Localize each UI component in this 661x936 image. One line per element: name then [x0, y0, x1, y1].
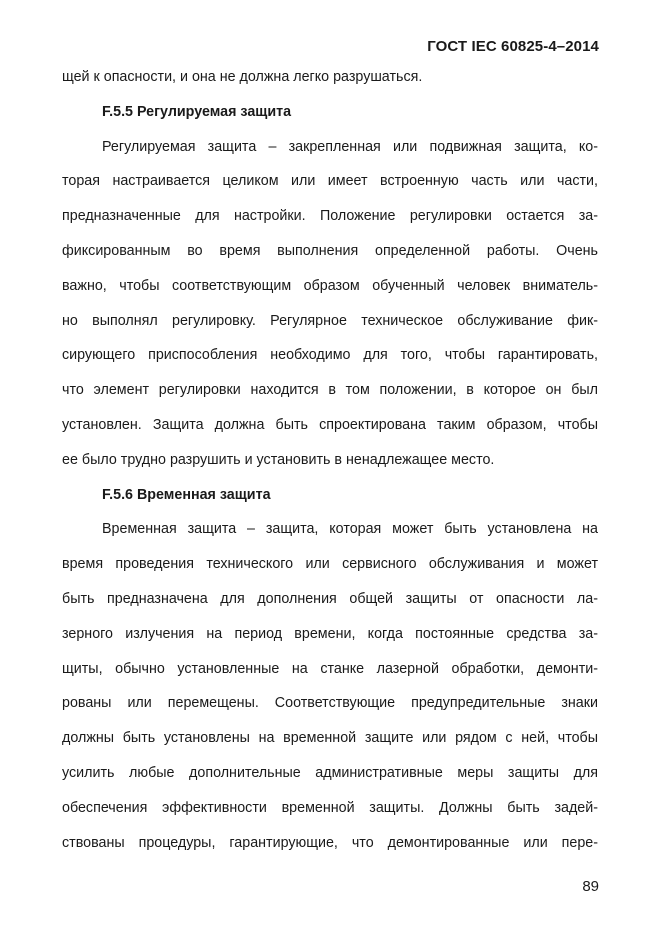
document-header: ГОСТ IEC 60825-4–2014: [427, 38, 599, 55]
section-f55-paragraph: [62, 130, 598, 478]
paragraph-line: усилить любые дополнительные административные меры защиты для: [62, 764, 598, 781]
paragraph-line: установлен. Защита должна быть спроектирована таким образом, чтобы: [62, 416, 598, 433]
paragraph-line: но выполнял регулировку. Регулярное техническое обслуживание фик-: [62, 312, 598, 329]
document-body: [62, 60, 598, 860]
paragraph-line: рованы или перемещены. Соответствующие предупредительные знаки: [62, 695, 598, 712]
section-heading-f56: F.5.6 Временная защита: [102, 486, 271, 503]
paragraph-line: ее было трудно разрушить и установить в ненадлежащее место.: [62, 451, 495, 468]
paragraph-line: время проведения технического или сервисного обслуживания и может: [62, 556, 598, 573]
paragraph-line: ствованы процедуры, гарантирующие, что демонтированные или пере-: [62, 834, 598, 851]
paragraph-line: фиксированным во время выполнения определенной работы. Очень: [62, 242, 598, 259]
paragraph-line: быть предназначена для дополнения общей защиты от опасности ла-: [62, 590, 598, 607]
paragraph-line: Временная защита – защита, которая может быть установлена на: [102, 521, 598, 538]
paragraph-line: важно, чтобы соответствующим образом обученный человек вниматель-: [62, 277, 598, 294]
paragraph-line: сирующего приспособления необходимо для того, чтобы гарантировать,: [62, 347, 598, 364]
paragraph-line: Регулируемая защита – закрепленная или подвижная защита, ко-: [102, 138, 598, 155]
section-heading-f55: F.5.5 Регулируемая защита: [102, 103, 292, 120]
paragraph-line: торая настраивается целиком или имеет встроенную часть или части,: [62, 173, 598, 190]
paragraph-line: должны быть установлены на временной защите или рядом с ней, чтобы: [62, 730, 598, 747]
paragraph-line: щиты, обычно установленные на станке лазерной обработки, демонти-: [62, 660, 598, 677]
page-number: 89: [582, 878, 599, 895]
paragraph-line: предназначенные для настройки. Положение регулировки остается за-: [62, 208, 598, 225]
intro-line: щей к опасности, и она не должна легко разрушаться.: [62, 69, 423, 85]
paragraph-line: что элемент регулировки находится в том положении, в которое он был: [62, 382, 598, 399]
section-f56-paragraph: [62, 512, 598, 860]
paragraph-line: зерного излучения на период времени, когда постоянные средства за-: [62, 625, 598, 642]
paragraph-line: обеспечения эффективности временной защиты. Должны быть задей-: [62, 799, 598, 816]
